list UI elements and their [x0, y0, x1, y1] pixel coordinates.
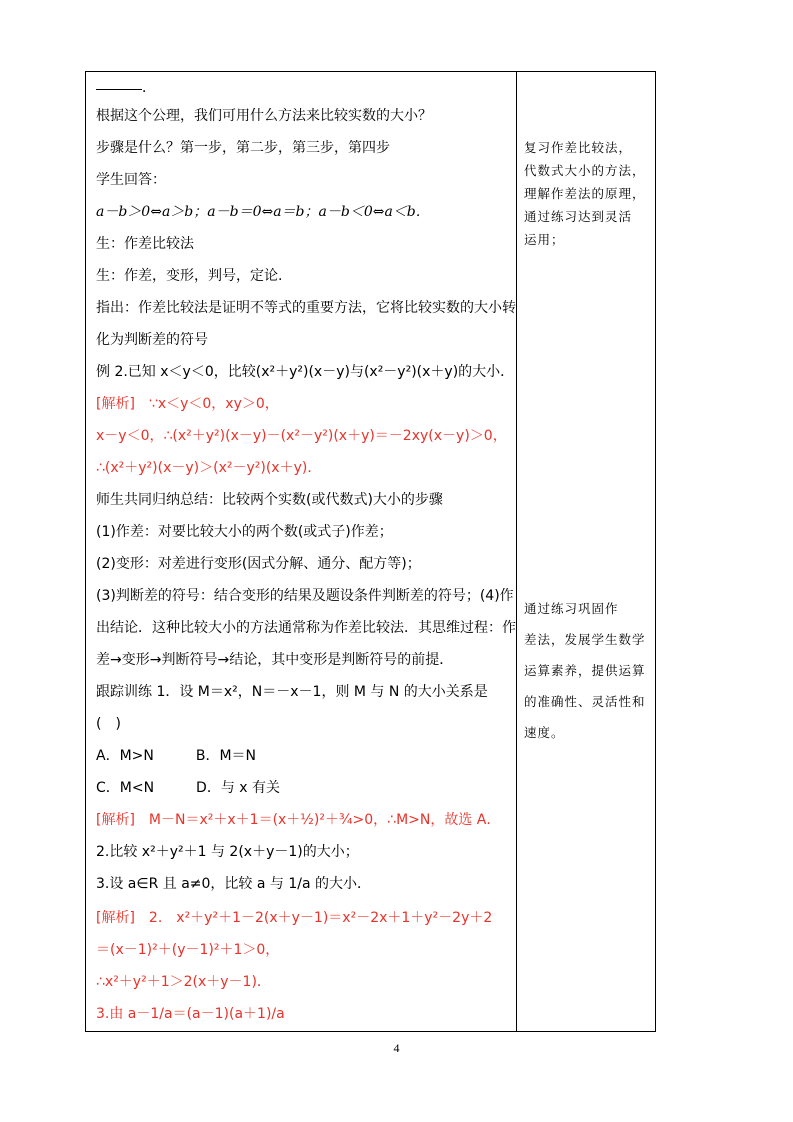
- solution-line: ∴x²＋y²＋1＞2(x＋y－1)．: [96, 974, 271, 990]
- solution-line: ＝(x－1)²＋(y－1)²＋1＞0，: [96, 942, 280, 958]
- content-line: 生：作差，变形，判号，定论.: [96, 268, 283, 284]
- exercise-blank: ( ): [96, 716, 121, 732]
- solution-line: ∴(x²＋y²)(x－y)＞(x²－y²)(x＋y)．: [96, 460, 322, 476]
- solution-line: 3.由 a－1/a＝(a－1)(a＋1)/a: [96, 1006, 285, 1022]
- content-line: (2)变形：对差进行变形(因式分解、通分、配方等)；: [96, 556, 421, 572]
- option-row: A．M>N B．M＝N: [96, 748, 257, 764]
- lesson-table: [85, 71, 656, 1032]
- content-line: 指出：作差比较法是证明不等式的重要方法，它将比较实数的大小转: [96, 300, 516, 316]
- main-column: [96, 78, 516, 1036]
- content-line: 师生共同归纳总结：比较两个实数(或代数式)大小的步骤: [96, 492, 443, 508]
- column-divider: [516, 72, 517, 1031]
- solution-line: [解析] 2. x²＋y²＋1－2(x＋y－1)＝x²－2x＋1＋y²－2y＋2: [96, 910, 493, 926]
- exercise-3: 3.设 a∈R 且 a≠0，比较 a 与 1/a 的大小．: [96, 876, 372, 892]
- content-line: 差→变形→判断符号→结论，其中变形是判断符号的前提．: [96, 652, 454, 668]
- side-note-2: 通过练习巩固作 差法，发展学生数学 运算素养，提供运算 的准确性、灵活性和 速度。: [524, 601, 646, 740]
- exercise-2: 2.比较 x²＋y²＋1 与 2(x＋y－1)的大小；: [96, 844, 359, 860]
- content-line: (1)作差：对要比较大小的两个数(或式子)作差；: [96, 524, 393, 540]
- content-line: (3)判断差的符号：结合变形的结果及题设条件判断差的符号；(4)作: [96, 588, 514, 604]
- content-line: 生：作差比较法: [96, 236, 194, 252]
- option-row: C．M<N D．与 x 有关: [96, 780, 281, 796]
- content-line: 化为判断差的符号: [96, 332, 208, 348]
- content-line: ．: [96, 78, 510, 106]
- page-number: 4: [393, 1041, 400, 1055]
- exercise-1: 跟踪训练 1．设 M＝x²，N＝－x－1，则 M 与 N 的大小关系是: [96, 684, 488, 700]
- content-line: 出结论．这种比较大小的方法通常称为作差比较法．其思维过程：作: [96, 620, 516, 636]
- content-line: 根据这个公理，我们可用什么方法来比较实数的大小？: [96, 108, 432, 124]
- solution-line: [解析] M－N＝x²＋x＋1＝(x＋½)²＋¾>0，∴M>N，故选 A．: [96, 812, 501, 828]
- content-line: a－b＞0⇔a＞b；a－b＝0⇔a＝b；a－b＜0⇔a＜b．: [96, 204, 430, 220]
- fill-blank: [96, 78, 142, 90]
- solution-line: [解析] ∵x＜y＜0，xy＞0，: [96, 396, 279, 412]
- side-note-1: 复习作差比较法， 代数式大小的方法， 理解作差法的原理， 通过练习达到灵活 运用；: [524, 140, 646, 247]
- content-line: 步骤是什么？第一步，第二步，第三步，第四步: [96, 140, 390, 156]
- solution-line: x－y＜0，∴(x²＋y²)(x－y)－(x²－y²)(x＋y)＝－2xy(x－y)＞0，: [96, 428, 507, 444]
- example-2: 例 2.已知 x＜y＜0，比较(x²＋y²)(x－y)与(x²－y²)(x＋y)的大小．: [96, 364, 515, 380]
- content-line: 学生回答：: [96, 172, 166, 188]
